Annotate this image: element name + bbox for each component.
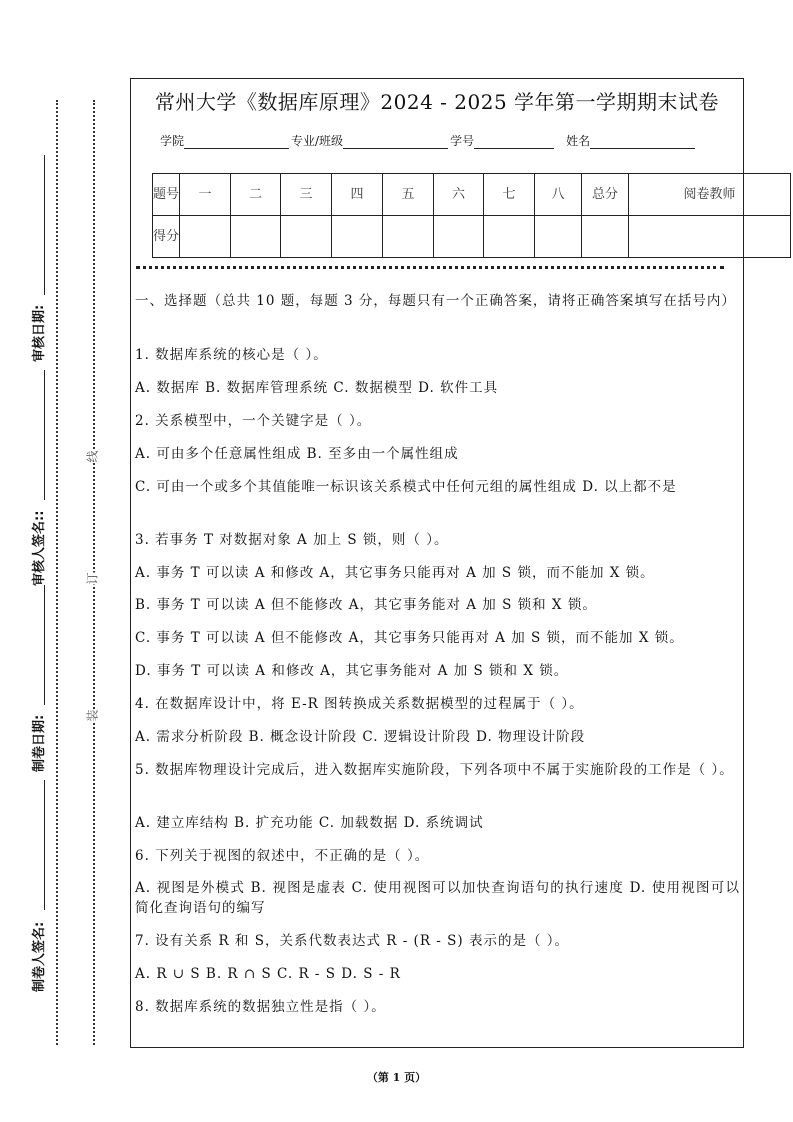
score-cell[interactable] — [180, 216, 231, 258]
cut-line-char: 订 — [85, 572, 100, 585]
option-line: B. 事务 T 可以读 A 但不能修改 A，其它事务能对 A 加 S 锁和 X 锁。 — [135, 597, 597, 613]
college-field[interactable] — [184, 134, 289, 149]
question-text: 6. 下列关于视图的叙述中，不正确的是（ ）。 — [135, 848, 430, 864]
question-text: 1. 数据库系统的核心是（ ）。 — [135, 347, 328, 363]
margin-dotted-line — [56, 100, 58, 1045]
option-line: C. 可由一个或多个其值能唯一标识该关系模式中任何元组的属性组成 D. 以上都不是 — [135, 479, 677, 495]
option-line: A. 可由多个任意属性组成 B. 至多由一个属性组成 — [135, 446, 459, 462]
page-number: （第 1 页） — [366, 1071, 427, 1084]
option-line: A. 建立库结构 B. 扩充功能 C. 加载数据 D. 系统调试 — [135, 815, 484, 831]
question-text: 8. 数据库系统的数据独立性是指（ ）。 — [135, 999, 386, 1015]
cut-line-char: 线 — [85, 450, 100, 463]
section-divider — [136, 266, 724, 269]
field-label: 姓名 — [566, 134, 591, 148]
header-cell: 题号 — [153, 174, 180, 216]
header-cell: 七 — [484, 174, 535, 216]
question-text: 4. 在数据库设计中，将 E-R 图转换成关系数据模型的过程属于（ ）。 — [135, 696, 584, 712]
score-table — [152, 173, 791, 258]
score-cell[interactable] — [535, 216, 582, 258]
student-id-field[interactable] — [474, 134, 554, 149]
question-text: 7. 设有关系 R 和 S，关系代数表达式 R - (R - S) 表示的是（ ）。 — [135, 933, 569, 949]
page-title: 常州大学《数据库原理》2024 - 2025 学年第一学期期末试卷 — [154, 90, 720, 114]
reviewer-sign-label: 审核人签名:: — [32, 510, 47, 586]
signature-line — [44, 780, 45, 910]
question-text: 3. 若事务 T 对数据对象 A 加上 S 锁，则（ ）。 — [135, 532, 449, 548]
option-line: A. 视图是外模式 B. 视图是虚表 C. 使用视图可以加快查询语句的执行速度 D. 使用视图可以简化查询语句的编写 — [135, 880, 740, 916]
header-cell: 阅卷教师 — [629, 174, 791, 216]
name-field[interactable] — [590, 134, 695, 149]
option-line: A. 事务 T 可以读 A 和修改 A，其它事务只能再对 A 加 S 锁，而不能加 X 锁。 — [135, 565, 655, 581]
signature-line — [44, 155, 45, 295]
maker-sign-label: 制卷人签名: — [32, 921, 47, 992]
header-cell: 六 — [434, 174, 484, 216]
review-date-label: 审核日期: — [32, 304, 47, 362]
signature-line — [44, 585, 45, 705]
class-field[interactable] — [343, 134, 448, 149]
option-line: D. 事务 T 可以读 A 和修改 A，其它事务能对 A 加 S 锁和 X 锁。 — [135, 663, 569, 679]
score-label: 得分 — [153, 216, 180, 258]
student-info — [160, 132, 697, 149]
header-cell: 四 — [332, 174, 383, 216]
score-cell[interactable] — [383, 216, 434, 258]
header-cell: 一 — [180, 174, 231, 216]
score-cell[interactable] — [281, 216, 332, 258]
option-line: A. 数据库 B. 数据库管理系统 C. 数据模型 D. 软件工具 — [135, 380, 499, 396]
field-label: 学院 — [160, 134, 185, 148]
question-text: 5. 数据库物理设计完成后，进入数据库实施阶段，下列各项中不属于实施阶段的工作是（ ）。 — [135, 762, 734, 778]
score-cell[interactable] — [484, 216, 535, 258]
header-cell: 总分 — [582, 174, 629, 216]
make-date-label: 制卷日期: — [32, 714, 47, 772]
question-text: 2. 关系模型中，一个关键字是（ ）。 — [135, 413, 372, 429]
header-cell: 三 — [281, 174, 332, 216]
header-cell: 二 — [231, 174, 281, 216]
field-label: 学号 — [450, 134, 475, 148]
option-line: A. 需求分析阶段 B. 概念设计阶段 C. 逻辑设计阶段 D. 物理设计阶段 — [135, 729, 586, 745]
score-cell[interactable] — [582, 216, 629, 258]
score-cell[interactable] — [332, 216, 383, 258]
option-line: A. R ∪ S B. R ∩ S C. R - S D. S - R — [135, 966, 401, 982]
option-line: C. 事务 T 可以读 A 但不能修改 A，其它事务只能再对 A 加 S 锁，而不能加 X 锁。 — [135, 630, 684, 646]
score-cell[interactable] — [629, 216, 791, 258]
field-label: 专业/班级 — [291, 134, 344, 148]
header-cell: 五 — [383, 174, 434, 216]
cut-line-char: 装 — [85, 709, 100, 722]
score-cell[interactable] — [434, 216, 484, 258]
header-cell: 八 — [535, 174, 582, 216]
score-cell[interactable] — [231, 216, 281, 258]
signature-line — [44, 370, 45, 500]
section-heading: 一、选择题（总共 10 题，每题 3 分，每题只有一个正确答案，请将正确答案填写在括号内） — [135, 293, 736, 309]
